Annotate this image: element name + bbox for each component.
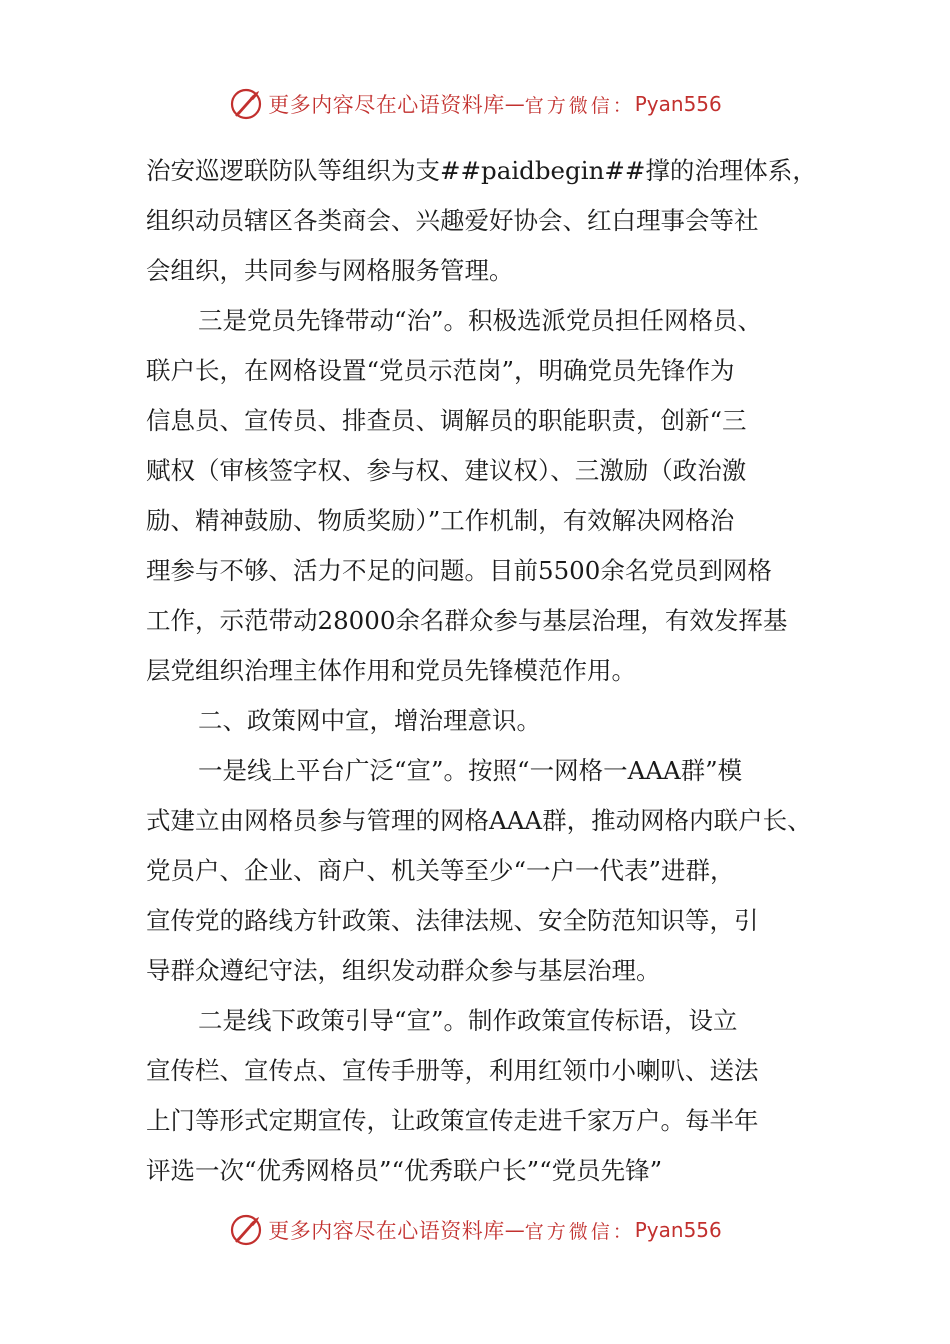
text-line: 党员户、企业、商户、机关等至少“一户一代表”进群，	[146, 856, 735, 885]
header-slogan: 更多内容尽在心语资料库	[268, 93, 505, 117]
footer-wechat-id: Pyan556	[634, 1218, 722, 1242]
footer-slogan: 更多内容尽在心语资料库	[268, 1219, 505, 1243]
text-line: 联户长，在网格设置“党员示范岗”，明确党员先锋作为	[146, 356, 735, 385]
text-line: 会组织，共同参与网格服务管理。	[146, 256, 514, 285]
text-line: 励、精神鼓励、物质奖励）”工作机制，有效解决网格治	[146, 506, 735, 535]
text-line: 上门等形式定期宣传，让政策宣传走进千家万户。每半年	[146, 1106, 759, 1135]
footer-banner	[0, 1208, 950, 1252]
text-line: 评选一次“优秀网格员”“优秀联户长”“党员先锋”	[146, 1156, 663, 1185]
paragraph-start-line: 三是党员先锋带动“治”。积极选派党员担任网格员、	[198, 306, 763, 335]
paragraph-start-line: 二是线下政策引导“宣”。制作政策宣传标语，设立	[198, 1006, 738, 1035]
header-wechat-id: Pyan556	[634, 92, 722, 116]
footer-wechat-label: 官方微信：	[524, 1220, 635, 1243]
quill-logo-icon	[228, 86, 264, 122]
paragraph-start-line: 一是线上平台广泛“宣”。按照“一网格一AAA群”模	[198, 756, 743, 785]
text-line: 信息员、宣传员、排查员、调解员的职能职责，创新“三	[146, 406, 747, 435]
header-separator: —	[504, 92, 525, 116]
text-line: 理参与不够、活力不足的问题。目前5500余名党员到网格	[146, 556, 772, 585]
text-line: 式建立由网格员参与管理的网格AAA群，推动网格内联户长、	[146, 806, 812, 835]
document-body	[146, 146, 817, 1196]
quill-logo-icon	[228, 1212, 264, 1248]
text-line: 宣传栏、宣传点、宣传手册等，利用红领巾小喇叭、送法	[146, 1056, 759, 1085]
header-wechat-label: 官方微信：	[524, 94, 635, 117]
text-line: 赋权（审核签字权、参与权、建议权）、三激励（政治激	[146, 456, 747, 485]
header-banner	[0, 82, 950, 126]
section-heading: 二、政策网中宣，增治理意识。	[198, 706, 541, 735]
text-line: 组织动员辖区各类商会、兴趣爱好协会、红白理事会等社	[146, 206, 759, 235]
text-line: 导群众遵纪守法，组织发动群众参与基层治理。	[146, 956, 661, 985]
text-line: 工作，示范带动28000余名群众参与基层治理，有效发挥基	[146, 606, 788, 635]
text-line: 层党组织治理主体作用和党员先锋模范作用。	[146, 656, 636, 685]
text-line: 宣传党的路线方针政策、法律法规、安全防范知识等，引	[146, 906, 759, 935]
text-line: 治安巡逻联防队等组织为支##paidbegin##撑的治理体系，	[146, 156, 817, 185]
footer-separator: —	[504, 1218, 525, 1242]
